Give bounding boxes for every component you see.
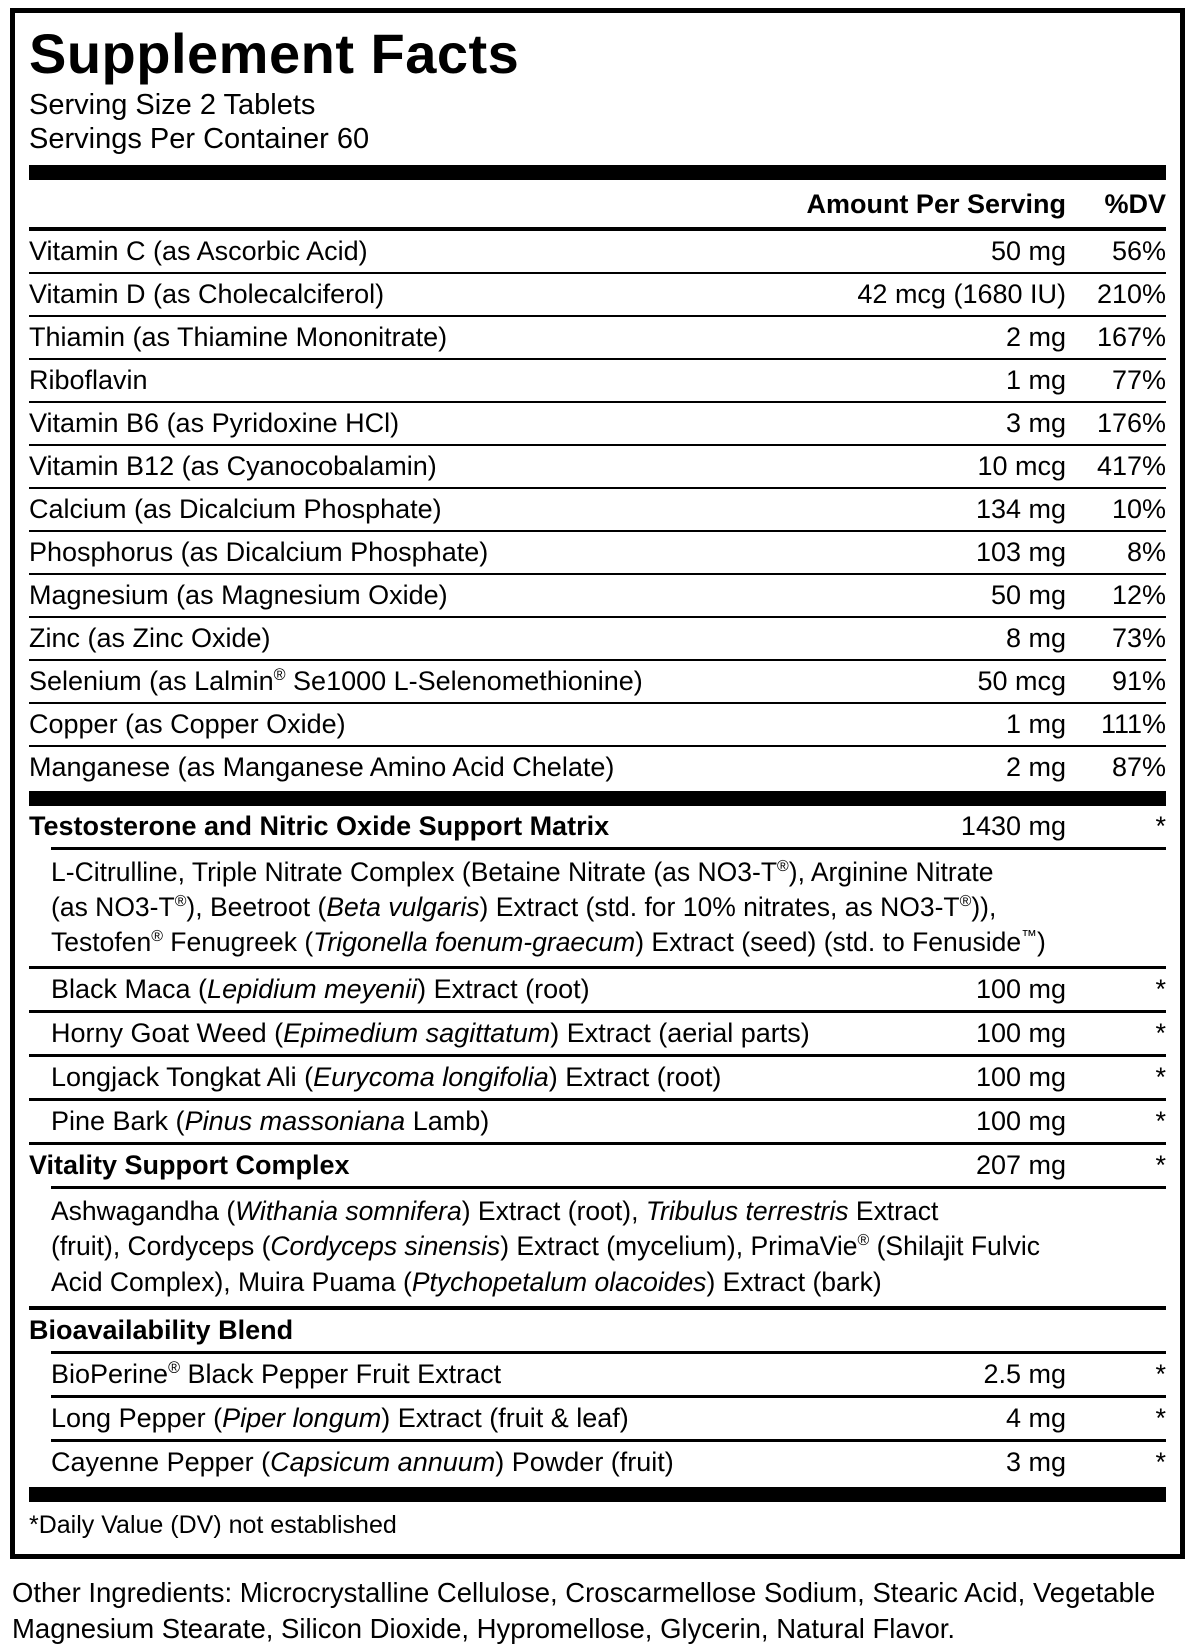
blend-dv: * (1155, 1150, 1166, 1181)
nutrient-dv: 56% (1111, 235, 1166, 266)
nutrient-dv: 73% (1111, 622, 1166, 653)
table-row (29, 1013, 1166, 1054)
nutrient-dv: * (1155, 1446, 1166, 1477)
blend-header-row (29, 806, 1166, 847)
blend-dv: * (1155, 810, 1166, 841)
other-ingredients-line1: Other Ingredients: Microcrystalline Cellulose, Croscarmellose Sodium, Stearic Acid, Vegetable (12, 1576, 1156, 1608)
nutrient-amount: 2 mg (1005, 321, 1066, 352)
nutrient-amount: 1 mg (1005, 364, 1066, 395)
nutrient-name: Vitamin C (as Ascorbic Acid) (29, 235, 368, 266)
nutrient-name: Thiamin (as Thiamine Mononitrate) (29, 321, 448, 352)
nutrient-name: Calcium (as Dicalcium Phosphate) (29, 493, 442, 524)
table-row (29, 1057, 1166, 1098)
table-row (29, 446, 1166, 487)
other-ingredients (10, 1559, 1185, 1648)
table-row (29, 1442, 1166, 1483)
table-row (29, 969, 1166, 1010)
nutrient-amount: 2.5 mg (983, 1358, 1066, 1389)
nutrient-amount: 134 mg (975, 493, 1066, 524)
nutrient-dv: 10% (1111, 493, 1166, 524)
servings-per-container: Servings Per Container 60 (29, 123, 370, 156)
nutrient-dv: 8% (1126, 536, 1166, 567)
table-row (29, 360, 1166, 401)
nutrient-name: Phosphorus (as Dicalcium Phosphate) (29, 536, 489, 567)
nutrient-name: Zinc (as Zinc Oxide) (29, 622, 271, 653)
table-row (29, 1398, 1166, 1439)
nutrient-dv: * (1155, 1402, 1166, 1433)
nutrient-name: Manganese (as Manganese Amino Acid Chelate) (29, 751, 615, 782)
nutrient-dv: * (1155, 1358, 1166, 1389)
blend-description: Ashwagandha (Withania somnifera) Extract (root), Tribulus terrestris Extract (fruit), Cordyceps (Cordyceps sinensis) Extract (mycelium), PrimaVie® (Shilajit Fulvic Acid Complex), Muira Puama (Ptychopetalum olacoides) Extract (bark) (51, 1196, 1041, 1297)
nutrient-amount: 3 mg (1005, 407, 1066, 438)
nutrient-dv: 77% (1111, 364, 1166, 395)
nutrient-name: Copper (as Copper Oxide) (29, 708, 346, 739)
blend-name: Bioavailability Blend (29, 1314, 294, 1345)
nutrient-amount: 100 mg (975, 1106, 1066, 1137)
nutrient-name: Selenium (as Lalmin® Se1000 L-Selenomethionine) (29, 665, 643, 696)
table-row (29, 704, 1166, 745)
nutrient-amount: 100 mg (975, 974, 1066, 1005)
table-row (29, 747, 1166, 788)
nutrient-name: Longjack Tongkat Ali (Eurycoma longifolia) Extract (root) (51, 1062, 722, 1093)
nutrient-dv: * (1155, 1062, 1166, 1093)
nutrient-name: Long Pepper (Piper longum) Extract (fruit & leaf) (51, 1402, 629, 1433)
nutrient-name: Horny Goat Weed (Epimedium sagittatum) Extract (aerial parts) (51, 1018, 810, 1049)
table-row (29, 618, 1166, 659)
nutrient-amount: 50 mcg (977, 665, 1066, 696)
nutrient-dv: 111% (1100, 708, 1166, 739)
blend-name: Testosterone and Nitric Oxide Support Matrix (29, 810, 610, 841)
blend-amount: 207 mg (975, 1150, 1066, 1181)
column-header-row (29, 180, 1166, 227)
nutrient-name: Vitamin B6 (as Pyridoxine HCl) (29, 407, 400, 438)
blend-header-row (29, 1145, 1166, 1186)
nutrient-name: Black Maca (Lepidium meyenii) Extract (root) (51, 974, 590, 1005)
nutrient-name: Vitamin B12 (as Cyanocobalamin) (29, 450, 437, 481)
nutrient-dv: * (1155, 1018, 1166, 1049)
nutrient-amount: 4 mg (1005, 1402, 1066, 1433)
serving-size: Serving Size 2 Tablets (29, 89, 316, 122)
nutrient-amount: 2 mg (1005, 751, 1066, 782)
daily-value-footnote: *Daily Value (DV) not established (29, 1510, 397, 1539)
nutrient-dv: 176% (1096, 407, 1166, 438)
divider-thick-matrix (29, 791, 1166, 806)
nutrient-name: Cayenne Pepper (Capsicum annuum) Powder (fruit) (51, 1446, 674, 1477)
nutrient-amount: 3 mg (1005, 1446, 1066, 1477)
blend-amount: 1430 mg (960, 810, 1066, 841)
nutrient-amount: 42 mcg (1680 IU) (857, 278, 1066, 309)
table-row (29, 575, 1166, 616)
nutrient-amount: 10 mcg (977, 450, 1066, 481)
blend-description: L-Citrulline, Triple Nitrate Complex (Betaine Nitrate (as NO3-T®), Arginine Nitrate (as NO3-T®), Beetroot (Beta vulgaris) Extract (std. for 10% nitrates, as NO3-T®)), Testofen® Fenugreek (Trigonella foenum-graecum) Extract (seed) (std. to Fenuside™) (51, 856, 1046, 958)
divider-thick-top (29, 165, 1166, 180)
nutrient-name: Vitamin D (as Cholecalciferol) (29, 278, 385, 309)
table-row (29, 489, 1166, 530)
table-row (29, 231, 1166, 272)
table-row (29, 403, 1166, 444)
table-row (29, 317, 1166, 358)
nutrient-dv: * (1155, 974, 1166, 1005)
nutrient-dv: 210% (1096, 278, 1166, 309)
nutrient-dv: 87% (1111, 751, 1166, 782)
nutrient-name: Pine Bark (Pinus massoniana Lamb) (51, 1106, 490, 1137)
table-row (29, 532, 1166, 573)
column-header-amount: Amount Per Serving (806, 188, 1066, 219)
nutrient-amount: 100 mg (975, 1018, 1066, 1049)
nutrient-amount: 100 mg (975, 1062, 1066, 1093)
nutrient-amount: 50 mg (990, 235, 1066, 266)
other-ingredients-line2: Magnesium Stearate, Silicon Dioxide, Hypromellose, Glycerin, Natural Flavor. (12, 1613, 956, 1645)
nutrient-dv: 91% (1111, 665, 1166, 696)
nutrient-amount: 1 mg (1005, 708, 1066, 739)
nutrient-amount: 50 mg (990, 579, 1066, 610)
table-row (29, 1354, 1166, 1395)
nutrient-dv: 417% (1096, 450, 1166, 481)
nutrient-dv: * (1155, 1106, 1166, 1137)
nutrient-amount: 8 mg (1005, 622, 1066, 653)
column-header-dv: %DV (1104, 188, 1166, 219)
table-row (29, 661, 1166, 702)
nutrient-amount: 103 mg (975, 536, 1066, 567)
nutrient-name: BioPerine® Black Pepper Fruit Extract (51, 1358, 502, 1389)
blend-header-row (29, 1310, 1166, 1351)
table-row (29, 274, 1166, 315)
blend-name: Vitality Support Complex (29, 1150, 350, 1181)
nutrient-name: Magnesium (as Magnesium Oxide) (29, 579, 448, 610)
nutrient-dv: 167% (1096, 321, 1166, 352)
nutrient-name: Riboflavin (29, 364, 148, 395)
supplement-facts-panel (10, 8, 1185, 1559)
table-row (29, 1101, 1166, 1142)
page-title: Supplement Facts (29, 22, 520, 85)
nutrient-dv: 12% (1111, 579, 1166, 610)
